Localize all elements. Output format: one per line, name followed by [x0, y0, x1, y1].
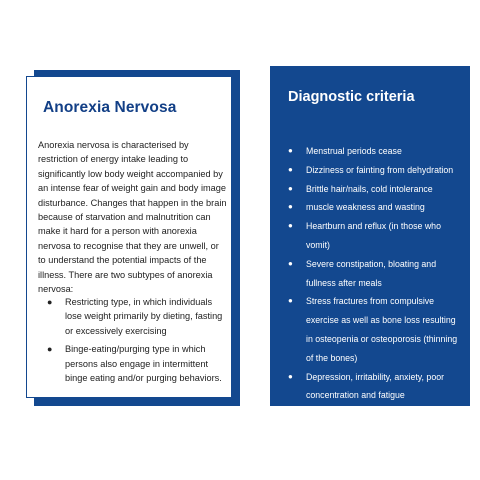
list-item: ● Dizziness or fainting from dehydration — [270, 161, 470, 180]
bullet-icon: ● — [288, 221, 293, 231]
bullet-icon: ● — [47, 344, 53, 355]
list-item: ● Menstrual periods cease — [270, 142, 470, 161]
list-item: ● Severe constipation, bloating and fullness after meals — [270, 255, 470, 293]
subtypes-list — [27, 295, 233, 389]
bullet-icon: ● — [47, 297, 53, 307]
anorexia-info-card — [26, 76, 232, 398]
bullet-icon: ● — [288, 146, 293, 155]
bullet-icon: ● — [288, 258, 293, 268]
criteria-list — [270, 142, 470, 405]
card-title: Diagnostic criteria — [288, 89, 415, 105]
bullet-icon: ● — [288, 202, 293, 212]
list-item: ● muscle weakness and wasting — [270, 198, 470, 217]
list-item: ● Binge-eating/purging type in which persons also engage in intermittent binge eating and/or purging behaviors. — [47, 344, 222, 384]
description-paragraph: Anorexia nervosa is characterised by restriction of energy intake leading to significantly low body weight accompanied by an intense fear of weight gain and body image disturbance. Changes that happen in the brain because of starvation and malnutrition can make it hard for a person with anorexia nervosa to recognise that they are unwell, or to understand the potential impacts of the illness. There are two subtypes of anorexia nervosa: — [38, 140, 227, 295]
bullet-icon: ● — [288, 164, 293, 174]
list-item: ● Depression, irritability, anxiety, poor concentration and fatigue — [270, 368, 470, 406]
list-item: ● Stress fractures from compulsive exercise as well as bone loss resulting in osteopenia or osteoporosis (thinning of the bones) — [270, 292, 470, 367]
list-item: ● Restricting type, in which individuals lose weight primarily by dieting, fasting or excessively exercising — [47, 297, 223, 336]
list-item: ● Brittle hair/nails, cold intolerance — [270, 180, 470, 199]
bullet-icon: ● — [288, 371, 293, 381]
list-item: ● Heartburn and reflux (in those who vomit) — [270, 217, 470, 255]
diagnostic-criteria-card — [270, 66, 470, 406]
bullet-icon: ● — [288, 296, 293, 306]
bullet-icon: ● — [288, 183, 293, 193]
card-title: Anorexia Nervosa — [43, 99, 177, 116]
